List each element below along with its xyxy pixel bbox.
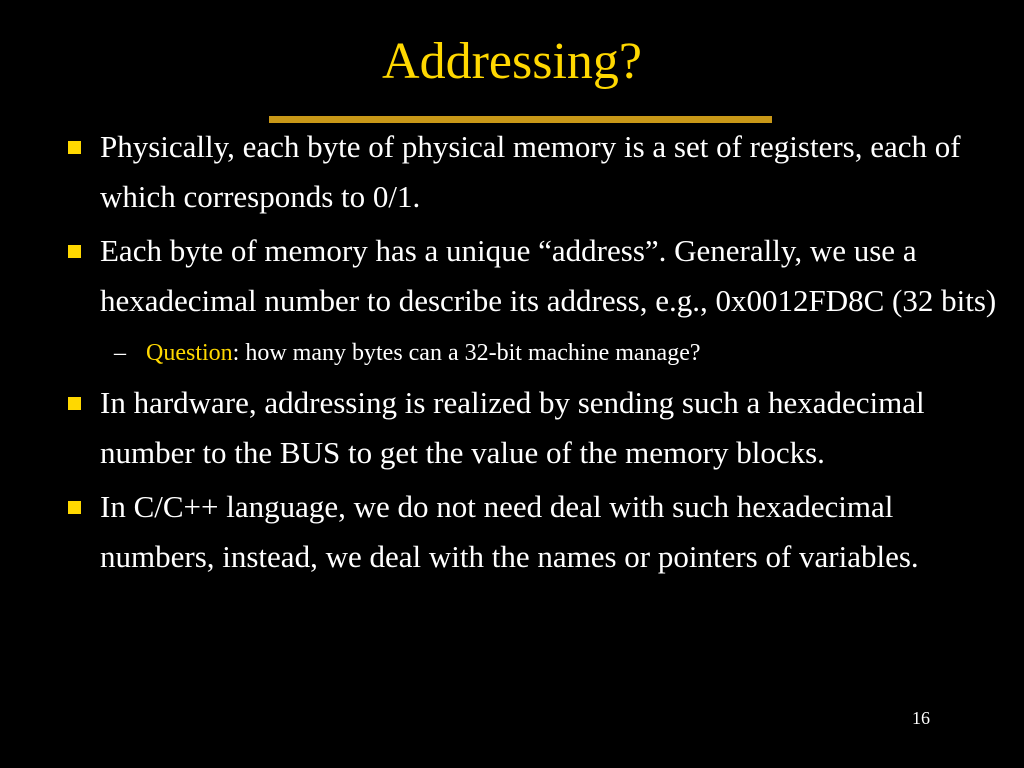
bullet-item xyxy=(62,378,1002,478)
slide-title: Addressing? xyxy=(382,33,642,90)
sub-bullet-text: : how many bytes can a 32-bit machine manage? xyxy=(232,340,701,366)
bullet-text: In hardware, addressing is realized by sending such a hexadecimal number to the BUS to get the value of the memory blocks. xyxy=(100,385,925,470)
bullet-item xyxy=(62,122,1002,222)
question-label: Question xyxy=(146,340,233,366)
square-bullet-icon xyxy=(68,397,81,410)
square-bullet-icon xyxy=(68,501,81,514)
dash-bullet-icon: – xyxy=(114,340,126,366)
square-bullet-icon xyxy=(68,245,81,258)
bullet-item xyxy=(62,482,1002,582)
page-number: 16 xyxy=(912,708,930,728)
bullet-text: Physically, each byte of physical memory is a set of registers, each of which corresponds to 0/1. xyxy=(100,129,961,214)
bullet-item xyxy=(62,226,1002,326)
bullet-text: In C/C++ language, we do not need deal with such hexadecimal numbers, instead, we deal with the names or pointers of variables. xyxy=(100,489,919,574)
slide-content xyxy=(62,122,1002,586)
bullet-text: Each byte of memory has a unique “address”. Generally, we use a hexadecimal number to describe its address, e.g., 0x0012FD8C (32 bits) xyxy=(100,233,997,318)
square-bullet-icon xyxy=(68,141,81,154)
sub-bullet-item xyxy=(62,336,1002,370)
